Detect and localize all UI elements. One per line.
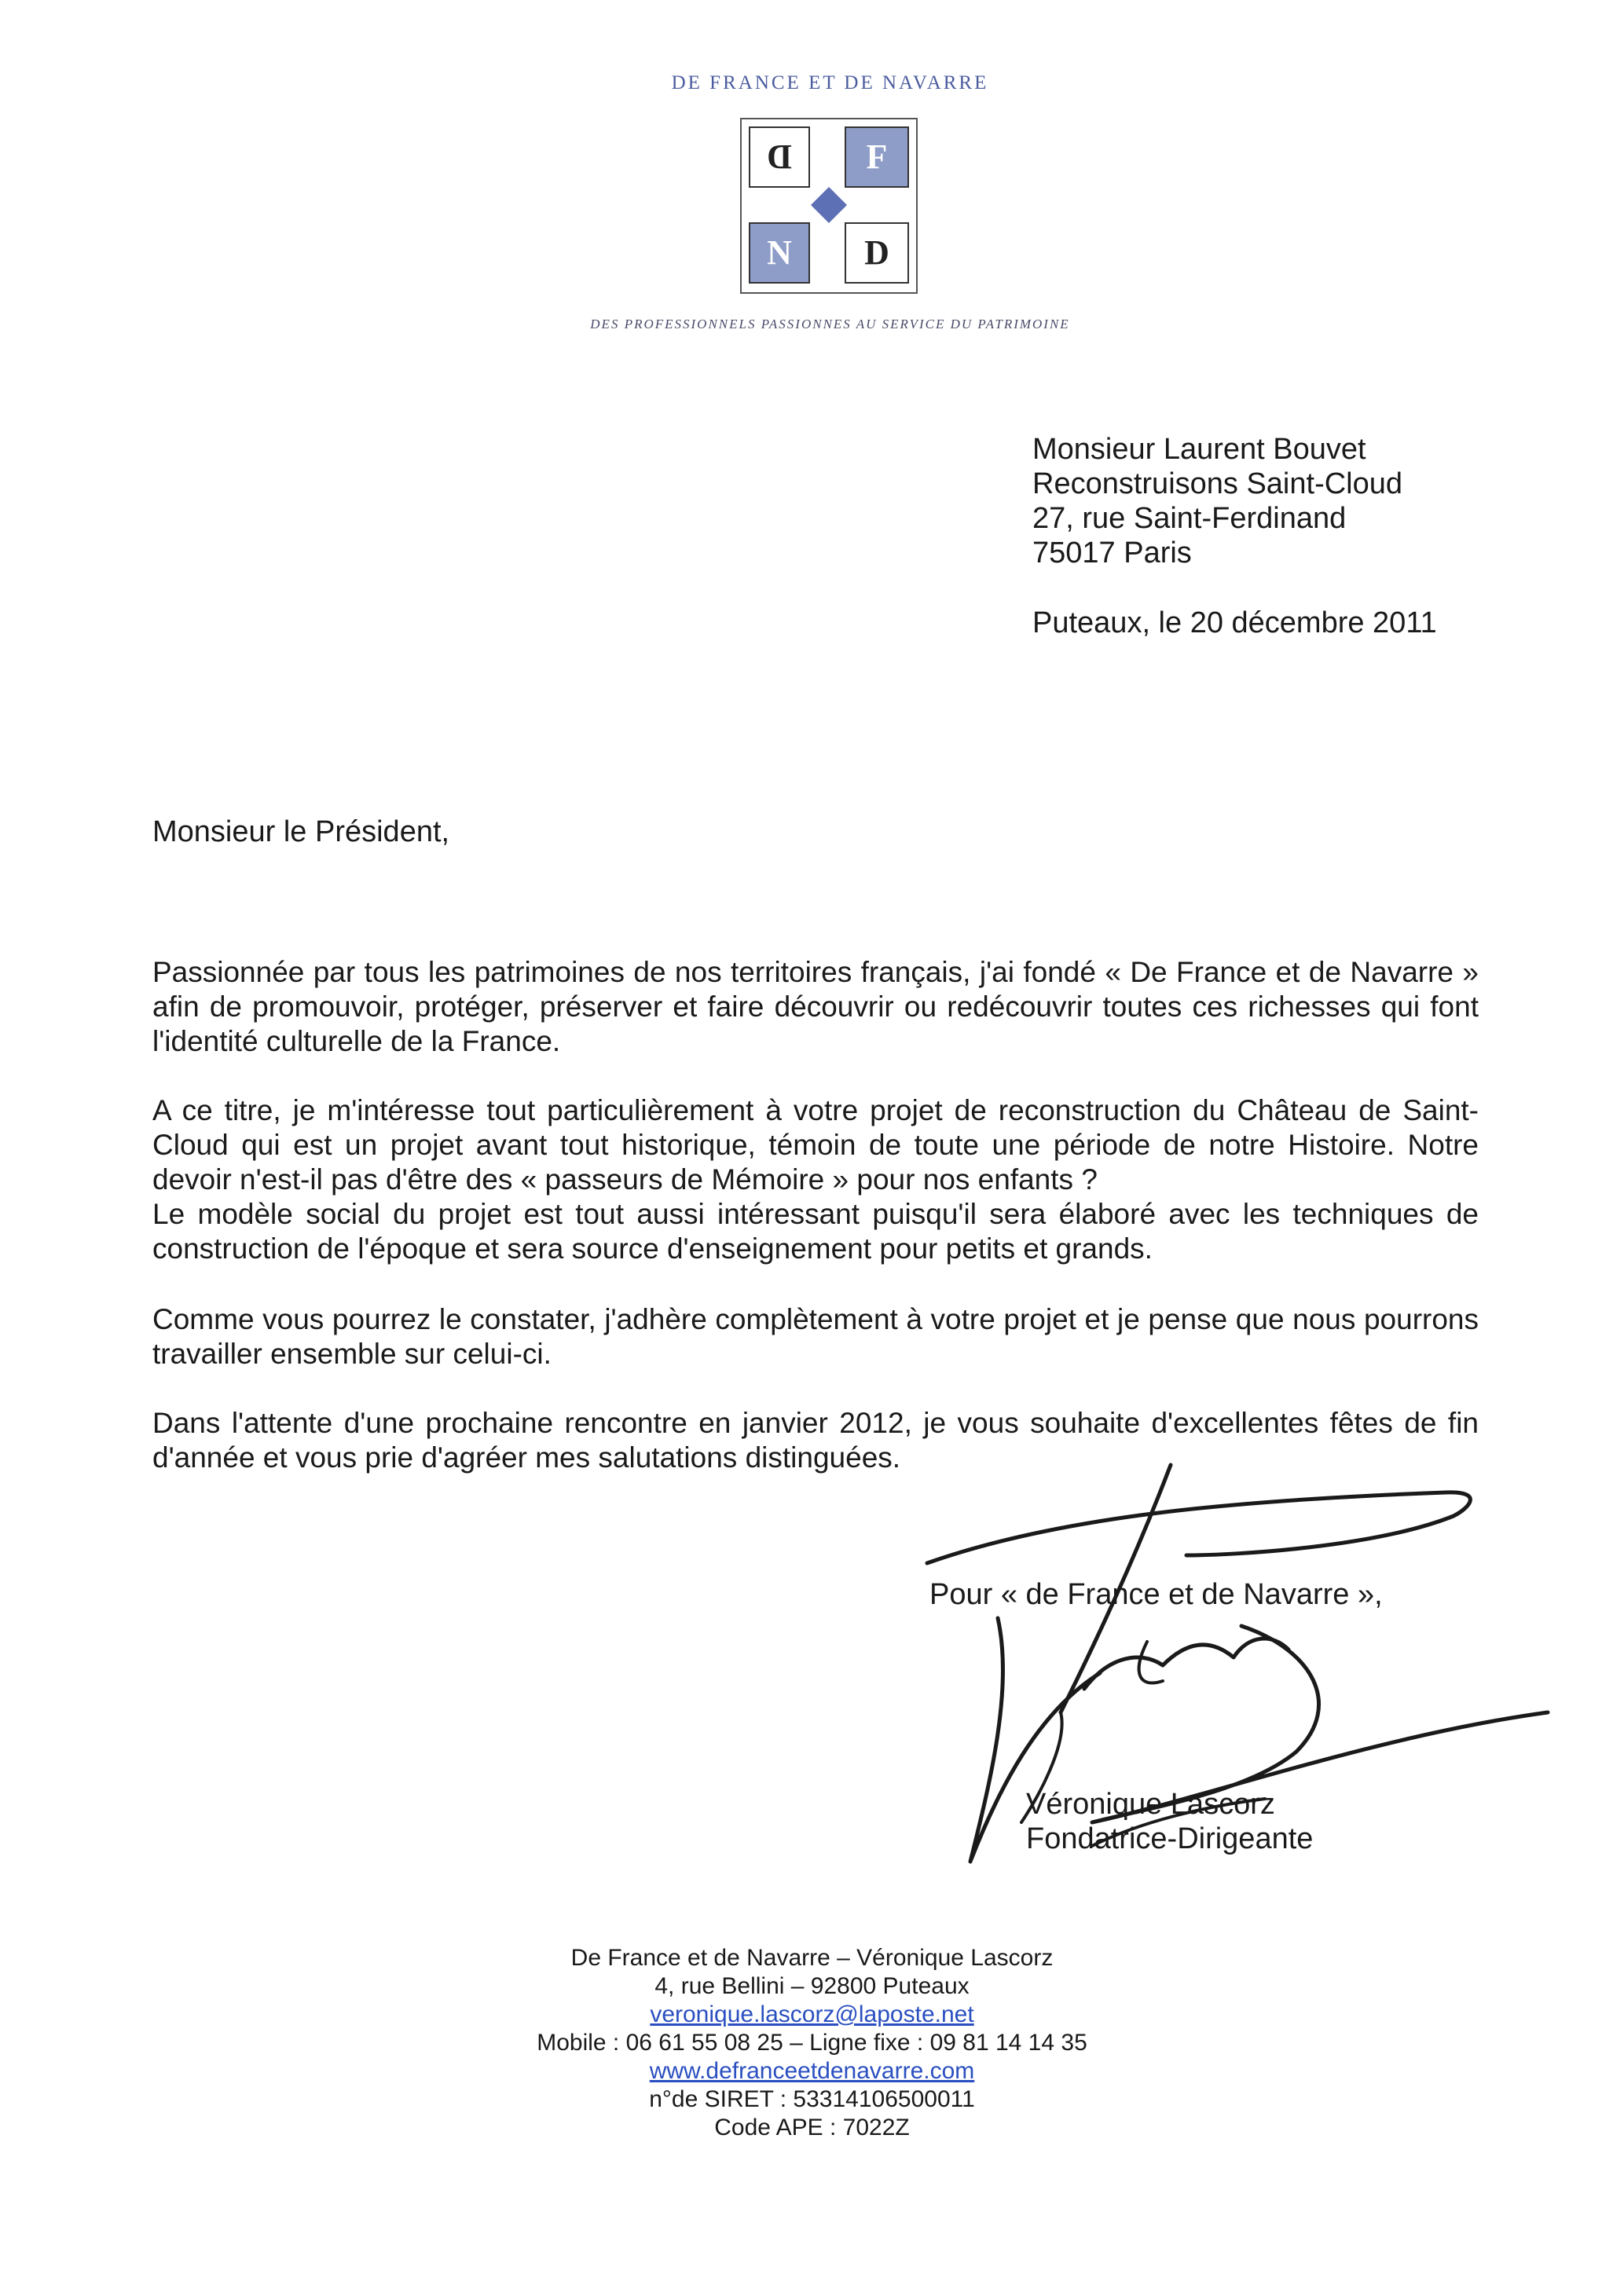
recipient-address (1032, 432, 1402, 570)
recipient-line: Reconstruisons Saint-Cloud (1032, 467, 1403, 500)
closing-line: Pour « de France et de Navarre », (929, 1578, 1383, 1611)
recipient-line: Monsieur Laurent Bouvet (1032, 433, 1366, 466)
logo-letter-n: N (767, 233, 792, 272)
body-paragraph: Dans l'attente d'une prochaine rencontre en janvier 2012, je vous souhaite d'excellentes fêtes de fin d'année et vous prie d'agréer mes salutations distinguées. (152, 1407, 1479, 1474)
recipient-line: 75017 Paris (1032, 536, 1192, 569)
logo-letter-d-mirrored: D (767, 137, 792, 176)
salutation: Monsieur le Président, (152, 815, 450, 848)
logo-letter-d: D (864, 233, 889, 272)
letter-footer (0, 1944, 1624, 2142)
body-paragraph-group (152, 1093, 1479, 1266)
recipient-line: 27, rue Saint-Ferdinand (1032, 502, 1347, 535)
footer-website-link[interactable]: www.defranceetdenavarre.com (649, 2058, 975, 2084)
org-logo (740, 118, 918, 294)
org-name: DE FRANCE ET DE NAVARRE (671, 72, 989, 93)
footer-address: 4, rue Bellini – 92800 Puteaux (654, 1973, 970, 1999)
org-tagline: DES PROFESSIONNELS PASSIONNES AU SERVICE DU PATRIMOINE (590, 317, 1070, 331)
footer-ape: Code APE : 7022Z (714, 2115, 910, 2140)
signer-title: Fondatrice-Dirigeante (1026, 1822, 1314, 1855)
body-paragraph: Passionnée par tous les patrimoines de nos territoires français, j'ai fondé « De France et de Navarre » afin de promouvoir, protéger, préserver et faire découvrir ou redécouvrir toutes ces richesses qui font l'identité culturelle de la France. (152, 956, 1479, 1057)
letter-date: Puteaux, le 20 décembre 2011 (1032, 606, 1437, 639)
footer-org-line: De France et de Navarre – Véronique Lascorz (570, 1945, 1054, 1971)
body-paragraph: Comme vous pourrez le constater, j'adhère complètement à votre projet et je pense que nous pourrons travailler ensemble sur celui-ci. (152, 1303, 1479, 1370)
body-paragraph: Le modèle social du projet est tout aussi intéressant puisqu'il sera élaboré avec les techniques de construction de l'époque et sera source d'enseignement pour petits et grands. (152, 1198, 1479, 1265)
handwritten-signature (904, 1453, 1571, 1893)
footer-siret: n°de SIRET : 53314106500011 (649, 2086, 975, 2112)
logo-letter-f: F (866, 137, 888, 176)
signer-name: Véronique Lascorz (1026, 1788, 1275, 1821)
footer-phones: Mobile : 06 61 55 08 25 – Ligne fixe : 09 81 14 14 35 (537, 2030, 1087, 2056)
footer-email-link[interactable]: veronique.lascorz@laposte.net (650, 2001, 974, 2027)
body-paragraph: A ce titre, je m'intéresse tout particulièrement à votre projet de reconstruction du Château de Saint-Cloud qui est un projet avant tout historique, témoin de toute une période de notre Histoire. Notre devoir n'est-il pas d'être des « passeurs de Mémoire » pour nos enfants ? (152, 1094, 1479, 1196)
